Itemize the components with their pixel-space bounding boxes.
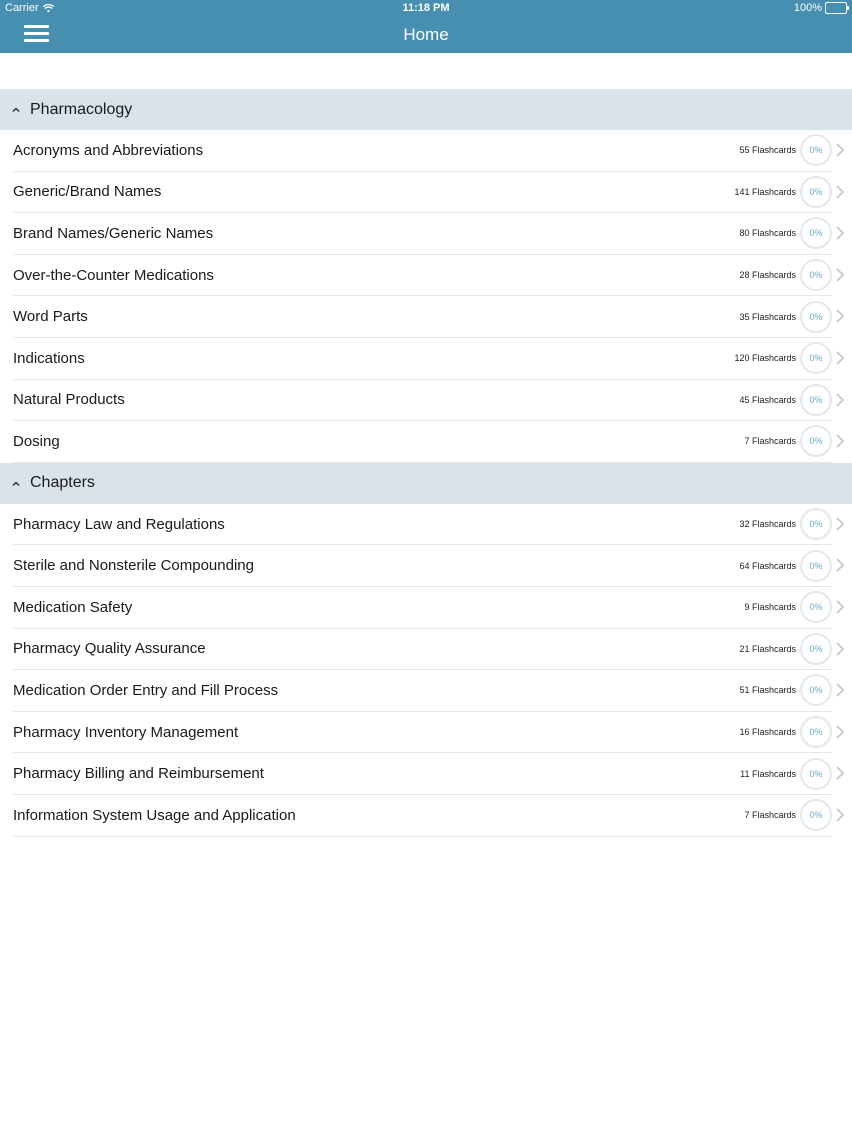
deck-title: Brand Names/Generic Names bbox=[13, 224, 214, 242]
deck-title: Generic/Brand Names bbox=[13, 183, 162, 201]
deck-title: Medication Order Entry and Fill Process bbox=[13, 681, 279, 699]
list-item[interactable] bbox=[13, 587, 832, 629]
chevron-right-icon bbox=[834, 392, 846, 408]
progress-circle: 0% bbox=[800, 799, 832, 831]
caret-up-icon bbox=[11, 481, 21, 486]
progress-circle: 0% bbox=[800, 384, 832, 416]
progress-circle: 0% bbox=[800, 342, 832, 374]
list-item[interactable] bbox=[13, 338, 832, 380]
deck-title: Indications bbox=[13, 349, 85, 367]
deck-title: Sterile and Nonsterile Compounding bbox=[13, 557, 254, 575]
list-item[interactable] bbox=[13, 670, 832, 712]
battery-icon bbox=[825, 2, 847, 14]
flashcard-list bbox=[0, 89, 852, 837]
chevron-right-icon bbox=[834, 765, 846, 781]
flashcard-count: 51 Flashcards bbox=[739, 685, 796, 696]
list-item[interactable] bbox=[13, 753, 832, 795]
flashcard-count: 11 Flashcards bbox=[740, 768, 796, 779]
list-item[interactable] bbox=[13, 712, 832, 754]
progress-circle: 0% bbox=[800, 550, 832, 582]
deck-title: Pharmacy Quality Assurance bbox=[13, 640, 206, 658]
flashcard-count: 141 Flashcards bbox=[734, 186, 796, 197]
status-bar bbox=[0, 0, 852, 17]
flashcard-count: 9 Flashcards bbox=[744, 602, 796, 613]
deck-title: Dosing bbox=[13, 432, 60, 450]
chevron-right-icon bbox=[834, 599, 846, 615]
chevron-right-icon bbox=[834, 724, 846, 740]
chevron-right-icon bbox=[834, 682, 846, 698]
deck-title: Medication Safety bbox=[13, 598, 133, 616]
list-item[interactable] bbox=[13, 504, 832, 546]
flashcard-count: 7 Flashcards bbox=[744, 810, 796, 821]
chevron-right-icon bbox=[834, 225, 846, 241]
chevron-right-icon bbox=[834, 557, 846, 573]
section-header-chapters[interactable] bbox=[0, 463, 852, 504]
flashcard-count: 28 Flashcards bbox=[739, 270, 796, 281]
section-header-pharmacology[interactable] bbox=[0, 89, 852, 130]
progress-circle: 0% bbox=[800, 259, 832, 291]
progress-circle: 0% bbox=[800, 758, 832, 790]
chevron-right-icon bbox=[834, 350, 846, 366]
list-item[interactable] bbox=[13, 296, 832, 338]
deck-title: Acronyms and Abbreviations bbox=[13, 141, 204, 159]
progress-circle: 0% bbox=[800, 674, 832, 706]
carrier-label: Carrier bbox=[5, 2, 39, 14]
caret-up-icon bbox=[11, 107, 21, 112]
chevron-right-icon bbox=[834, 641, 846, 657]
list-item[interactable] bbox=[13, 130, 832, 172]
progress-circle: 0% bbox=[800, 425, 832, 457]
progress-circle: 0% bbox=[800, 591, 832, 623]
flashcard-count: 45 Flashcards bbox=[739, 394, 796, 405]
page-title: Home bbox=[403, 25, 449, 44]
section-title: Chapters bbox=[30, 474, 95, 492]
chevron-right-icon bbox=[834, 433, 846, 449]
deck-title: Pharmacy Billing and Reimbursement bbox=[13, 765, 264, 783]
flashcard-count: 64 Flashcards bbox=[739, 560, 796, 571]
deck-title: Over-the-Counter Medications bbox=[13, 266, 214, 284]
flashcard-count: 55 Flashcards bbox=[739, 145, 796, 156]
list-item[interactable] bbox=[13, 255, 832, 297]
status-time: 11:18 PM bbox=[402, 2, 450, 14]
progress-circle: 0% bbox=[800, 716, 832, 748]
top-bar bbox=[0, 0, 852, 53]
list-item[interactable] bbox=[13, 172, 832, 214]
progress-circle: 0% bbox=[800, 217, 832, 249]
flashcard-count: 120 Flashcards bbox=[734, 353, 796, 364]
flashcard-count: 32 Flashcards bbox=[739, 519, 796, 530]
progress-circle: 0% bbox=[800, 508, 832, 540]
flashcard-count: 7 Flashcards bbox=[744, 436, 796, 447]
progress-circle: 0% bbox=[800, 134, 832, 166]
chevron-right-icon bbox=[834, 142, 846, 158]
progress-circle: 0% bbox=[800, 633, 832, 665]
list-item[interactable] bbox=[13, 795, 832, 837]
progress-circle: 0% bbox=[800, 301, 832, 333]
chevron-right-icon bbox=[834, 308, 846, 324]
list-item[interactable] bbox=[13, 380, 832, 422]
flashcard-count: 21 Flashcards bbox=[739, 643, 796, 654]
flashcard-count: 16 Flashcards bbox=[739, 727, 796, 738]
deck-title: Pharmacy Inventory Management bbox=[13, 723, 239, 741]
section-title: Pharmacology bbox=[30, 100, 133, 118]
list-item[interactable] bbox=[13, 629, 832, 671]
chevron-right-icon bbox=[834, 184, 846, 200]
battery-percent: 100% bbox=[793, 2, 822, 14]
chevron-right-icon bbox=[834, 267, 846, 283]
flashcard-count: 80 Flashcards bbox=[739, 228, 796, 239]
battery-indicator bbox=[794, 2, 847, 14]
deck-title: Natural Products bbox=[13, 391, 125, 409]
deck-title: Information System Usage and Application bbox=[13, 806, 296, 824]
deck-title: Pharmacy Law and Regulations bbox=[13, 515, 225, 533]
chevron-right-icon bbox=[834, 807, 846, 823]
list-item[interactable] bbox=[13, 213, 832, 255]
navigation-bar bbox=[0, 17, 852, 53]
list-item[interactable] bbox=[13, 421, 832, 463]
list-item[interactable] bbox=[13, 545, 832, 587]
deck-title: Word Parts bbox=[13, 308, 88, 326]
flashcard-count: 35 Flashcards bbox=[739, 311, 796, 322]
chevron-right-icon bbox=[834, 516, 846, 532]
progress-circle: 0% bbox=[800, 176, 832, 208]
